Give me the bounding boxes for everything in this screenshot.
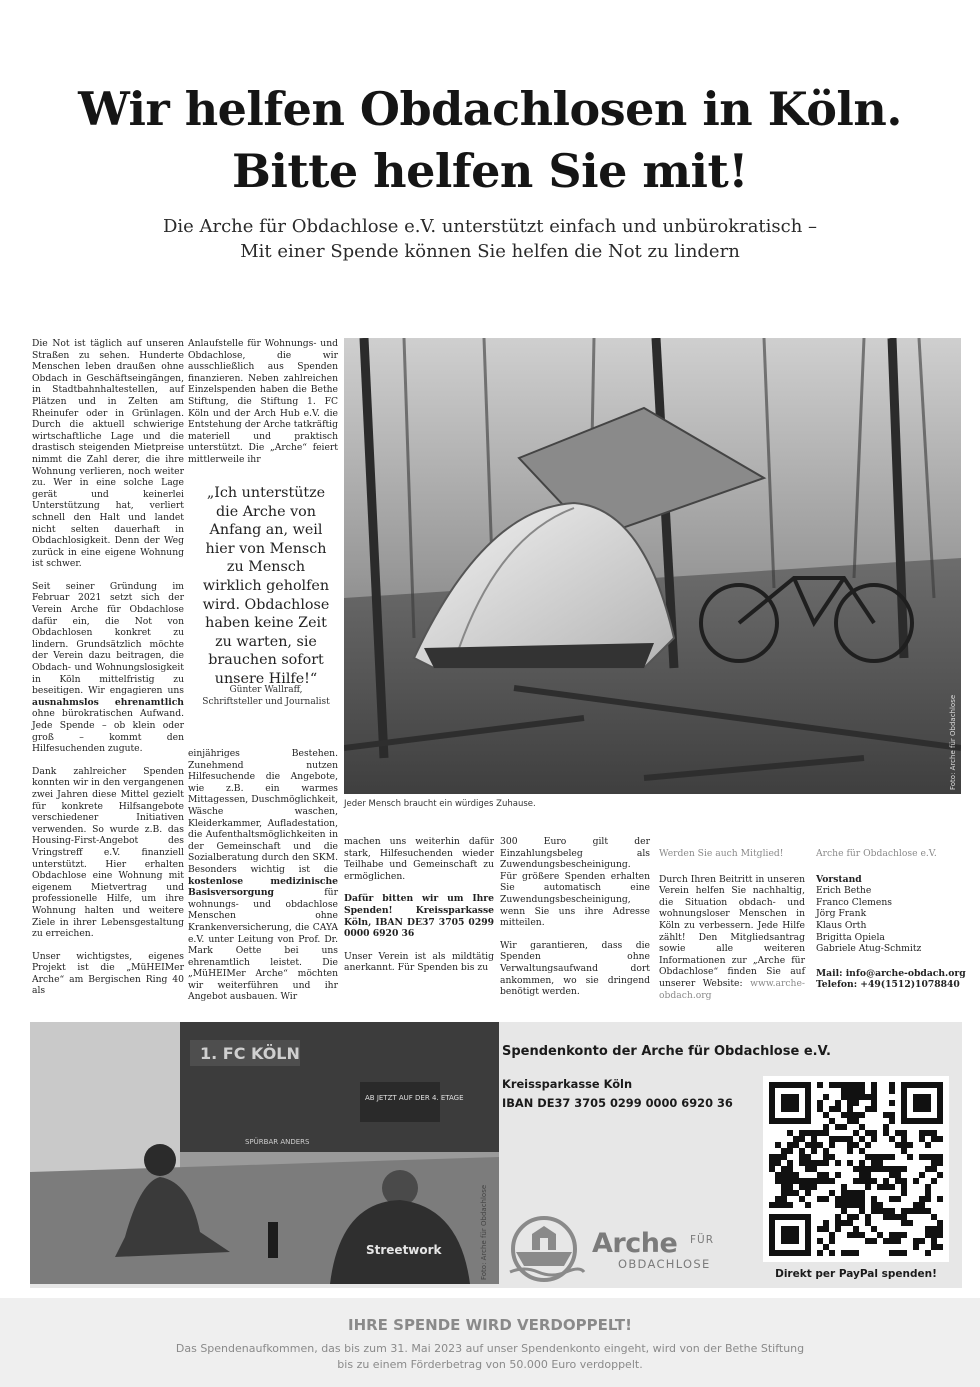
article-column-2-top <box>188 338 338 477</box>
paragraph: einjähriges Bestehen. Zunehmend nutzen Hilfesuchende die Angebote, wie z.B. ein warmes Mittagessen, Duschmöglichkeit, Wäsche waschen, Kleiderkammer, Aufladestation, die Aufenthaltsmöglichkeiten in der Gemeinschaft und die Sozialberatung durch den SKM. Besonders wichtig ist die kostenlose medizinische Basisversorgung für wohnungs- und obdachlose Menschen ohne Krankenversicherung, die CAYA e.V. unter Leitung von Prof. Dr. Mark Oette bei uns ehrenamtlich leistet. Die „MüHEIMer Arche“ möchten wir weiterführen und ihr Angebot ausbauen. Wir <box>188 748 338 1003</box>
article-column-3 <box>344 836 494 985</box>
paragraph: Seit seiner Gründung im Februar 2021 setzt sich der Verein Arche für Obdachlose dafür ein, die Not von Obdachlosen konkret zu lindern. Grundsätzlich möchte der Verein dazu beitragen, die Obdach- und Wohnungslosigkeit in Köln mittelfristig zu beseitigen. Wir engagieren uns ausnahmslos ehrenamtlich ohne bürokratischen Aufwand. Jede Spende – ob klein oder groß – kommt den Hilfesuchenden zugute. <box>32 580 184 755</box>
paragraph: Wir garantieren, dass die Spenden ohne Verwaltungsaufwand dort ankommen, wo sie dringend benötigt werden. <box>500 939 650 998</box>
quote-author <box>196 684 336 708</box>
article-column-4 <box>500 836 650 1009</box>
paypal-cta[interactable]: Direkt per PayPal spenden! <box>775 1268 937 1280</box>
subtitle-line-2: Mit einer Spende können Sie helfen die Not zu lindern <box>240 241 740 262</box>
paragraph: Die Not ist täglich auf unseren Straßen zu sehen. Hunderte Menschen leben draußen ohne Obdach in Geschäftseingängen, in Stadtbahnhaltestellen, auf Plätzen und in Zelten am Rheinufer oder in Grünlagen. Durch die aktuell schwierige wirtschaftliche Lage und die drastisch steigenden Mietpreise nimmt die Zahl derer, die ihre Wohnung verlieren, noch weiter zu. Wer in eine solche Lage gerät und keinerlei Unterstützung hat, verliert schnell den Halt und landet nicht selten dauerhaft in Obdachlosigkeit. Denn der Weg zurück in eine eigene Wohnung ist schwer. <box>32 338 184 570</box>
board-member: Gabriele Atug-Schmitz <box>816 943 922 955</box>
streetwork-photo <box>30 1022 499 1284</box>
page-title <box>0 78 980 202</box>
tent-photo <box>344 338 961 794</box>
paragraph: Anlaufstelle für Wohnungs- und Obdachlose, die wir ausschließlich aus Spenden finanzieren. Neben zahlreichen Einzelspenden haben die Bethe Stiftung, die Stiftung 1. FC Köln und der Arch Hub e.V. die Entstehung der Arche tatkräftig materiell und praktisch unterstützt. Die „Arche“ feiert mittlerweile ihr <box>188 338 339 465</box>
board-member: Brigitta Opiela <box>816 931 885 943</box>
sign-spuerbar: SPÜRBAR ANDERS <box>245 1138 310 1146</box>
streetwork-photo-illustration <box>30 1022 499 1284</box>
subtitle-line-1: Die Arche für Obdachlose e.V. unterstützt einfach und unbürokratisch – <box>162 216 818 237</box>
board-box <box>816 848 966 991</box>
board-heading: Vorstand <box>816 873 862 885</box>
article-column-1 <box>32 338 184 1008</box>
arche-logo <box>504 1216 734 1282</box>
quote-author-title: Schriftsteller und Journalist <box>202 697 330 707</box>
board-org: Arche für Obdachlose e.V. <box>816 848 937 859</box>
footer-text <box>90 1341 890 1373</box>
photo-caption: Jeder Mensch braucht ein würdiges Zuhause. <box>344 799 536 809</box>
logo-fur-text: FÜR <box>690 1234 715 1246</box>
emphasis: kostenlose medizinische Basisversorgung <box>188 875 338 899</box>
footer-title: IHRE SPENDE WIRD VERDOPPELT! <box>347 1316 632 1334</box>
iban: IBAN DE37 3705 0299 0000 6920 36 <box>502 1096 733 1110</box>
membership-text: Durch Ihren Beitritt in unseren Verein helfen Sie nachhaltig, die Situation obdach- und wohnungsloser Menschen in Köln zu verbessern. Jede Hilfe zählt! Den Mitgliedsantrag sowie alle weiteren Informationen zur „Arche für Obdachlose“ finden Sie auf unserer Website: www.arche-obdach.org <box>659 873 805 1001</box>
title-line-1: Wir helfen Obdachlosen in Köln. <box>78 82 902 136</box>
sign-fc-koeln: 1. FC KÖLN <box>200 1044 300 1063</box>
tent-photo-illustration <box>344 338 961 794</box>
board-member: Jörg Frank <box>816 908 867 920</box>
ark-logo-icon <box>504 1216 588 1282</box>
paragraph: Unser wichtigstes, eigenes Projekt ist die „MüHEIMer Arche“ am Bergischen Ring 40 als <box>32 950 184 997</box>
jacket-streetwork: Streetwork <box>366 1243 442 1257</box>
logo-obdachlose-text: OBDACHLOSE <box>618 1257 711 1271</box>
board-member: Franco Clemens <box>816 896 892 908</box>
footer-line-2: bis zu einem Förderbetrag von 50.000 Euro verdoppelt. <box>337 1358 643 1371</box>
donation-appeal: Dafür bitten wir um Ihre Spenden! Kreissparkasse Köln, IBAN DE37 3705 0299 0000 6920 36 <box>344 893 494 940</box>
quote-text: „Ich unterstütze die Arche von Anfang an, weil hier von Mensch zu Mensch wirklich geholfen wird. Obdachlose haben keine Zeit zu warten, sie brauchen sofort unsere Hilfe!“ <box>202 485 330 687</box>
paragraph: machen uns weiterhin dafür stark, Hilfesuchenden wieder Teilhabe und Gemeinschaft zu ermöglichen. <box>344 836 494 882</box>
paragraph: Dank zahlreicher Spenden konnten wir in den vergangenen zwei Jahren diese Mittel gezielt für konkrete Hilfsangebote verschiedener Initiativen verwenden. So wurde z.B. das Housing-First-Angebot des Vringstreff e.V. finanziell unterstützt. Hier erhalten Obdachlose eine Wohnung mit eigenem Mietvertrag und professionelle Hilfe, um ihre Wohnung halten und weitere Ziele in ihrer Lebensgestaltung zu erreichen. <box>32 765 184 940</box>
photo-credit: Foto: Arche für Obdachlose <box>949 694 957 790</box>
page-subtitle <box>0 214 980 264</box>
quote-author-name: Günter Wallraff, <box>229 685 303 695</box>
board-phone: Telefon: +49(1512)1078840 <box>816 979 960 991</box>
membership-box <box>659 848 805 1001</box>
board-member: Klaus Orth <box>816 919 867 931</box>
paragraph: 300 Euro gilt der Einzahlungsbeleg als Zuwendungsbescheinigung. Für größere Spenden erhalten Sie automatisch eine Zuwendungsbescheinigung, wenn Sie uns ihre Adresse mitteilen. <box>500 836 650 929</box>
paragraph: Unser Verein ist als mildtätig anerkannt. Für Spenden bis zu <box>344 950 494 974</box>
sign-floor: AB JETZT AUF DER 4. ETAGE <box>365 1094 464 1102</box>
emphasis: ausnahmslos ehrenamtlich <box>32 696 184 708</box>
bank-name: Kreissparkasse Köln <box>502 1077 633 1091</box>
donation-account-title: Spendenkonto der Arche für Obdachlose e.V. <box>502 1044 831 1059</box>
qr-code-icon <box>763 1076 949 1262</box>
streetwork-photo-credit: Foto: Arche für Obdachlose <box>480 1184 488 1280</box>
website-link[interactable]: www.arche-obdach.org <box>659 977 805 1001</box>
title-line-2: Bitte helfen Sie mit! <box>232 144 748 198</box>
paragraph <box>344 893 494 939</box>
board-mail[interactable]: Mail: info@arche-obdach.org <box>816 967 966 979</box>
membership-title: Werden Sie auch Mitglied! <box>659 848 784 859</box>
logo-arche-text: Arche <box>592 1228 678 1259</box>
article-column-2-bottom <box>188 748 338 1014</box>
board-member: Erich Bethe <box>816 885 872 897</box>
paypal-qr-code[interactable] <box>763 1076 949 1262</box>
donation-bank-details <box>502 1075 733 1113</box>
footer-line-1: Das Spendenaufkommen, das bis zum 31. Mai 2023 auf unser Spendenkonto eingeht, wird von der Bethe Stiftung <box>175 1342 805 1355</box>
